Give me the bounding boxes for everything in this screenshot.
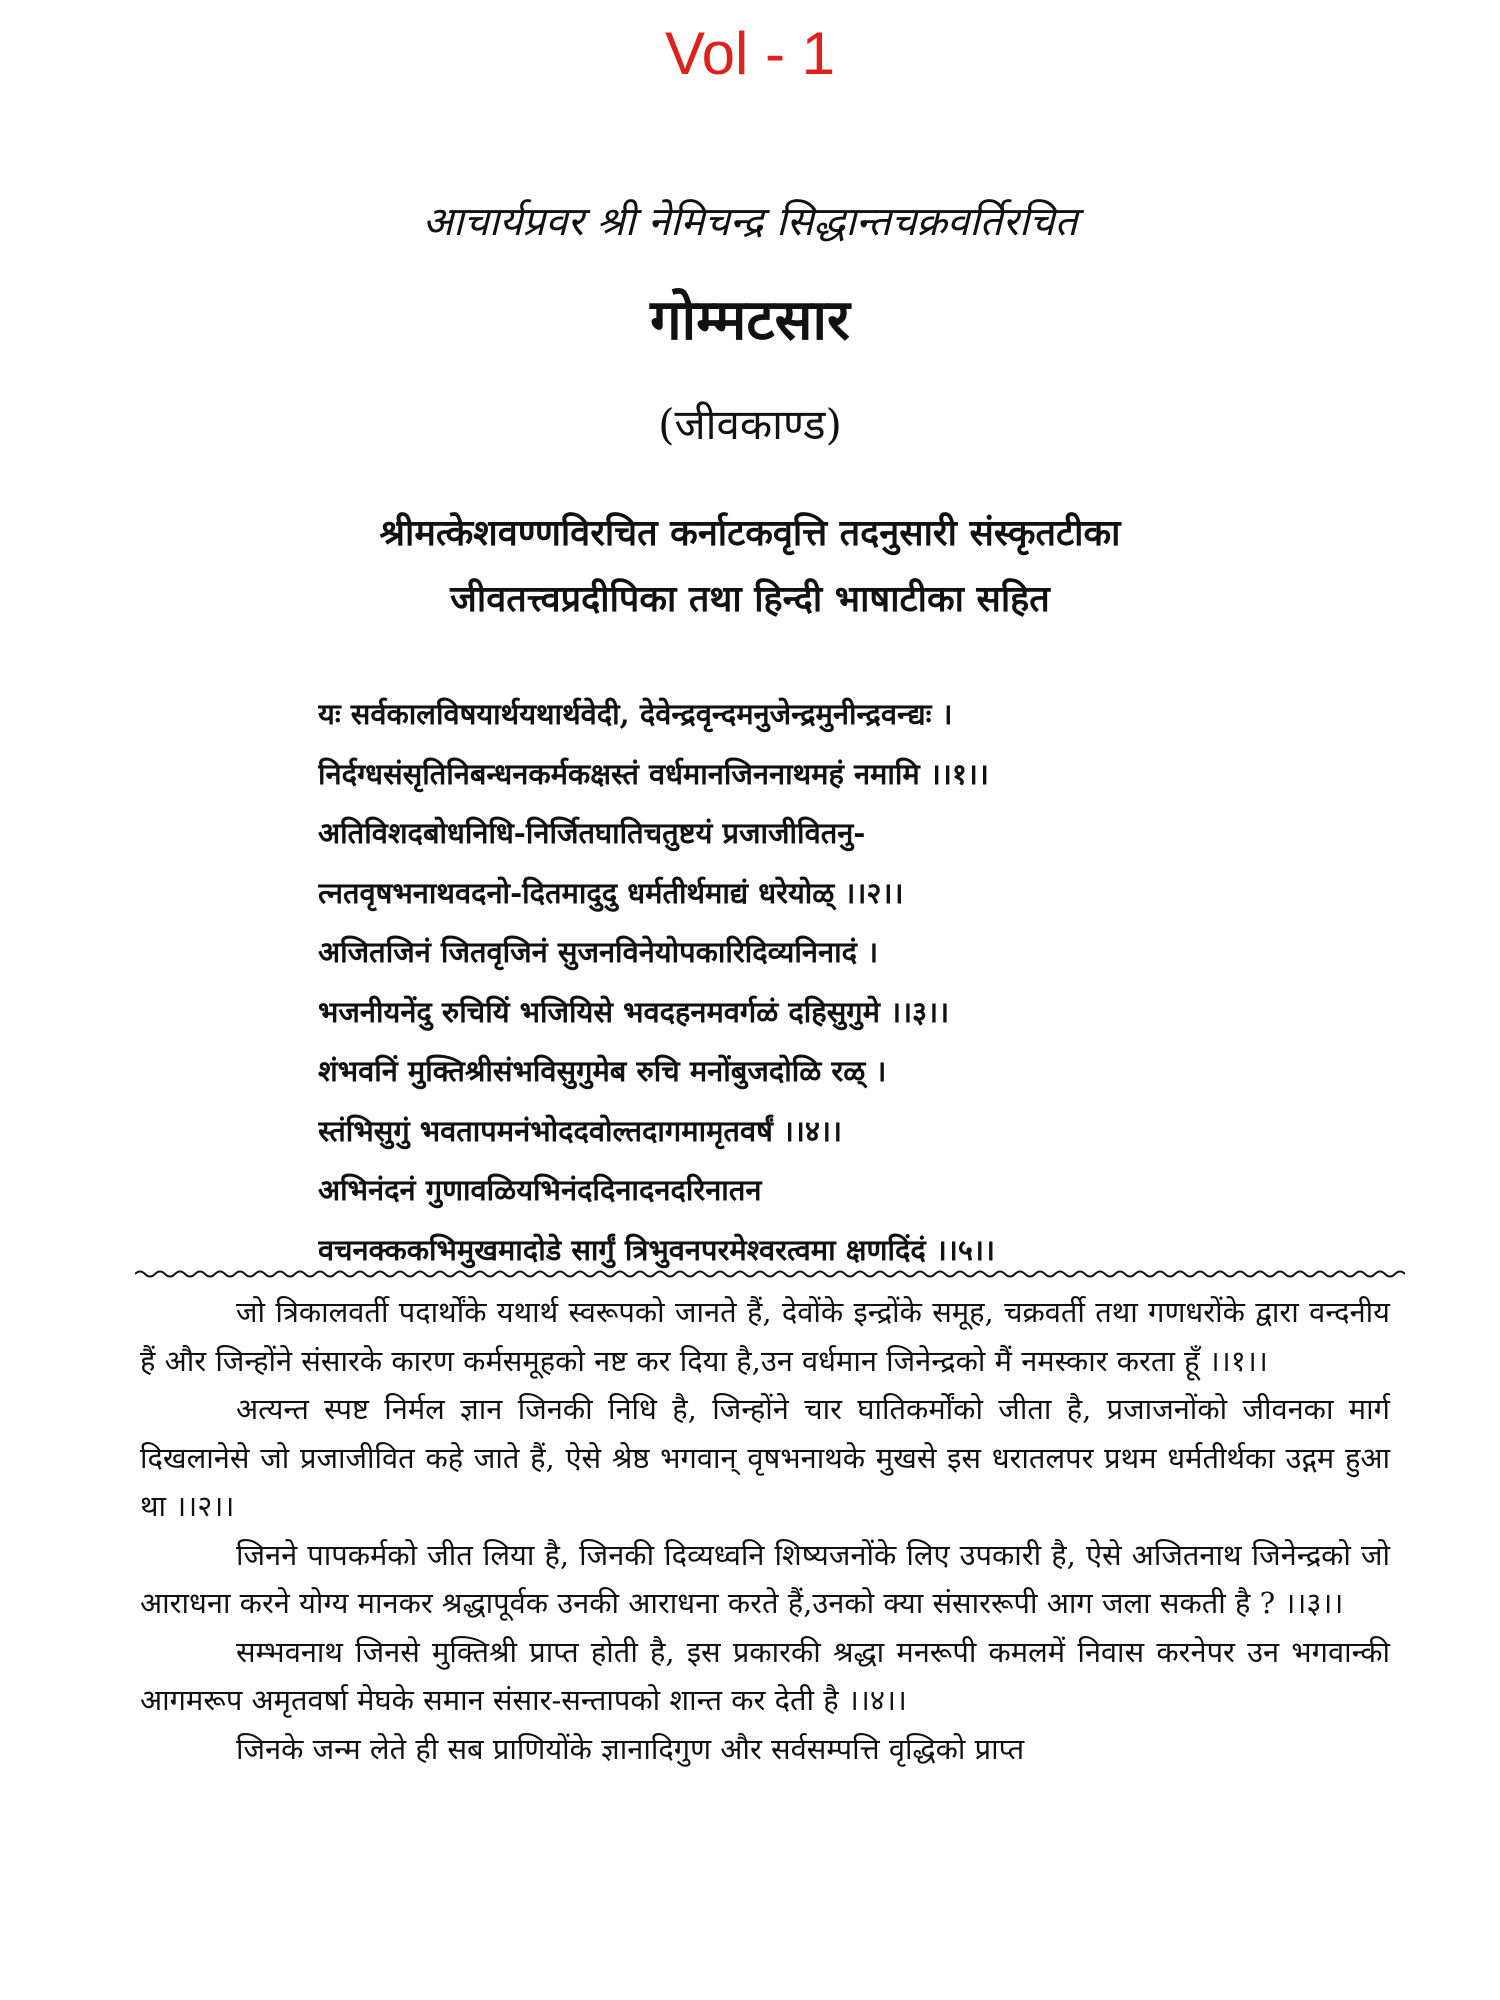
translation-paragraph: जिनके जन्म लेते ही सब प्राणियोंके ज्ञानादिगुण और सर्वसम्पत्ति वृद्धिको प्राप्त (236, 1731, 1025, 1766)
translation-paragraph: सम्भवनाथ जिनसे मुक्तिश्री प्राप्त होती है, इस प्रकारकी श्रद्धा मनरूपी कमलमें निवास करनेपर उन भगवान्की आगमरूप अमृतवर्षा मेघके समान संसार-सन्तापको शान्त कर देती है ।।४।। (140, 1634, 1390, 1717)
verse-block (318, 685, 1458, 1280)
commentary-line: श्रीमत्केशवण्णविरचित कर्नाटकवृत्ति तदनुसारी संस्कृतटीका (379, 512, 1121, 554)
book-title: गोम्मटसार (650, 287, 850, 353)
verse-line: त्नतवृषभनाथवदनो-दितमादुदु धर्मतीर्थमाद्यं धरेयोळ् ।।२।। (318, 875, 904, 910)
verse-line: वचनक्ककभिमुखमादोडे सार्गुं त्रिभुवनपरमेश्वरत्वमा क्षणदिंदं ।।५।। (318, 1232, 995, 1267)
translation-block (140, 1288, 1390, 1773)
translation-paragraph: जिनने पापकर्मको जीत लिया है, जिनकी दिव्यध्वनि शिष्यजनोंके लिए उपकारी है, ऐसे अजितनाथ जिनेन्द्रको जो आराधना करने योग्य मानकर श्रद्धापूर्वक उनकी आराधना करते हैं,उनको क्या संसाररूपी आग जला सकती है ? ।।३।। (140, 1537, 1391, 1620)
commentary-line: जीवतत्त्वप्रदीपिका तथा हिन्दी भाषाटीका सहित (450, 578, 1050, 620)
book-subtitle: (जीवकाण्ड) (658, 400, 842, 449)
verse-line: शंभवनिं मुक्तिश्रीसंभविसुगुमेब रुचि मनोंबुजदोळि रळ् । (318, 1054, 887, 1088)
verse-line: भजनीयनेंदु रुचियिं भजियिसे भवदहनमवर्गळं दहिसुगुमे ।।३।। (318, 994, 950, 1029)
verse-line: यः सर्वकालविषयार्थयथार्थवेदी, देवेन्द्रवृन्दमनुजेन्द्रमुनीन्द्रवन्द्यः । (318, 697, 953, 731)
wavy-divider (135, 1268, 1405, 1280)
translation-paragraph: अत्यन्त स्पष्ट निर्मल ज्ञान जिनकी निधि है, जिन्होंने चार घातिकर्मोंको जीता है, प्रजाजनोंको जीवनका मार्ग दिखलानेसे जो प्रजाजीवित कहे जाते हैं, ऐसे श्रेष्ठ भगवान् वृषभनाथके मुखसे इस धरातलपर प्रथम धर्मतीर्थका उद्गम हुआ था ।।२।। (140, 1392, 1390, 1523)
verse-line: अभिनंदनं गुणावळियभिनंददिनादनदरिनातन (318, 1173, 762, 1207)
verse-line: निर्दग्धसंसृतिनिबन्धनकर्मकक्षस्तं वर्धमानजिननाथमहं नमामि ।।१।। (318, 756, 989, 791)
verse-line: स्तंभिसुगुं भवतापमनंभोददवोल्तदागमामृतवर्षं ।।४।। (318, 1113, 842, 1148)
verse-line: अजितजिनं जितवृजिनं सुजनविनेयोपकारिदिव्यनिनादं । (318, 935, 879, 969)
verse-line: अतिविशदबोधनिधि-निर्जितघातिचतुष्टयं प्रजाजीवितनु- (318, 816, 866, 850)
volume-label: Vol - 1 (664, 20, 836, 87)
translation-paragraph: जो त्रिकालवर्ती पदार्थोंके यथार्थ स्वरूपको जानते हैं, देवोंके इन्द्रोंके समूह, चक्रवर्ती तथा गणधरोंके द्वारा वन्दनीय हैं और जिन्होंने संसारके कारण कर्मसमूहको नष्ट कर दिया है,उन वर्धमान जिनेन्द्रको मैं नमस्कार करता हूँ ।।१।। (140, 1295, 1390, 1378)
commentary-block (0, 500, 1500, 632)
author-line: आचार्यप्रवर श्री नेमिचन्द्र सिद्धान्तचक्रवर्तिरचित (422, 199, 1078, 245)
